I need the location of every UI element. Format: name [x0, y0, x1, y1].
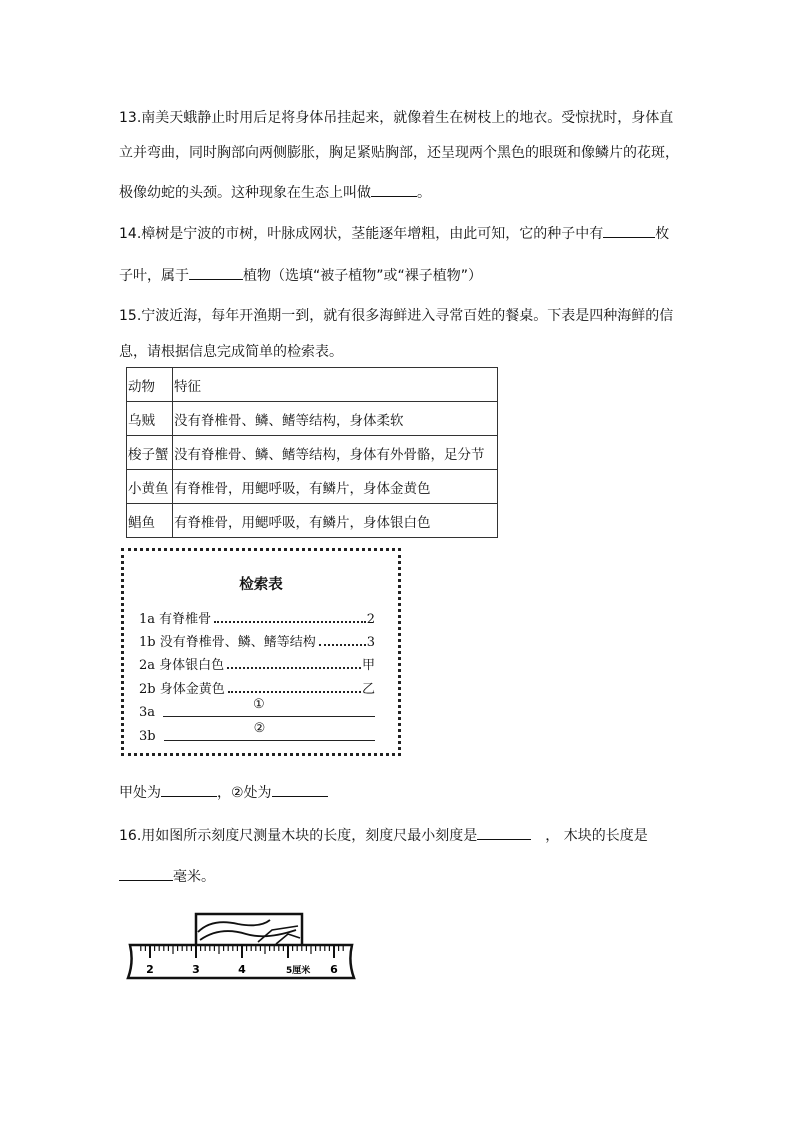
q14-line-1-text: 14.樟树是宁波的市树，叶脉成网状，茎能逐年增粗，由此可知，它的种子中有 — [119, 226, 604, 242]
q15-blank-2[interactable] — [272, 782, 328, 797]
ruler — [128, 945, 354, 978]
key-row-label: 3a — [139, 705, 156, 720]
q13-line-3-text: 极像幼蛇的头颈。这种现象在生态上叫做 — [119, 185, 371, 201]
q15-answer-b-text: ，②处为 — [217, 785, 272, 801]
key-row-label: 1b 没有脊椎骨、鳞、鳍等结构 — [139, 635, 316, 650]
table-cell-feature: 没有脊椎骨、鳞、鳍等结构，身体有外骨骼，足分节 — [173, 436, 498, 470]
dichotomous-key-box — [121, 548, 401, 756]
wood-block — [196, 914, 302, 946]
key-row-1a — [139, 609, 375, 627]
ruler-label-5cm: 5厘米 — [286, 966, 311, 976]
q16-line-1-end: ， 木块的长度是 — [545, 828, 648, 844]
q14-line-2-text: 子叶，属于 — [119, 268, 189, 284]
table-header-animal: 动物 — [127, 368, 173, 402]
key-row-label: 3b — [139, 729, 156, 744]
key-row-3a — [139, 697, 375, 720]
q15-line-2: 息，请根据信息完成简单的检索表。 — [119, 344, 343, 360]
key-answer-line-1[interactable] — [163, 697, 375, 717]
q14-blank-cotyledon-count[interactable] — [603, 223, 655, 238]
q14-blank-plant-type[interactable] — [189, 265, 243, 280]
ruler-label-2: 2 — [146, 963, 154, 976]
q15-answer-line — [119, 782, 328, 803]
key-row-label: 2a 身体银白色 — [139, 658, 225, 673]
q14-line-2 — [119, 265, 482, 286]
table-cell-animal: 梭子蟹 — [127, 436, 173, 470]
circled-number-2: ② — [253, 721, 266, 736]
key-row-2a — [139, 655, 375, 673]
q14-line-1 — [119, 223, 669, 244]
key-row-label: 1a 有脊椎骨 — [139, 612, 212, 627]
leader-dots — [228, 691, 361, 693]
key-answer-line-2[interactable] — [164, 721, 375, 741]
q16-blank-min-scale[interactable] — [477, 825, 531, 840]
ruler-label-3: 3 — [192, 963, 200, 976]
leader-dots — [227, 667, 361, 669]
key-row-result: 3 — [366, 635, 375, 650]
table-cell-animal: 乌贼 — [127, 402, 173, 436]
q16-line-1 — [119, 825, 648, 846]
table-row — [127, 436, 498, 470]
seafood-info-table — [126, 367, 498, 538]
q16-line-2 — [119, 866, 215, 887]
q16-blank-length[interactable] — [119, 866, 173, 881]
q15-line-1: 15.宁波近海，每年开渔期一到，就有很多海鲜进入寻常百姓的餐桌。下表是四种海鲜的信 — [119, 308, 674, 324]
q14-line-2-end: 植物（选填“被子植物”或“裸子植物”） — [243, 268, 483, 284]
q15-blank-jia[interactable] — [161, 782, 217, 797]
leader-dots — [319, 644, 366, 646]
key-row-result: 乙 — [361, 682, 375, 697]
key-row-result: 甲 — [361, 658, 375, 673]
key-row-1b — [139, 632, 375, 650]
table-cell-feature: 没有脊椎骨、鳞、鳍等结构，身体柔软 — [173, 402, 498, 436]
table-row — [127, 504, 498, 538]
table-cell-feature: 有脊椎骨，用鳃呼吸，有鳞片，身体金黄色 — [173, 470, 498, 504]
q13-line-3 — [119, 182, 431, 203]
q15-answer-a-text: 甲处为 — [119, 785, 161, 801]
key-title: 检索表 — [239, 576, 283, 593]
table-header-row — [127, 368, 498, 402]
circled-number-1: ① — [253, 697, 265, 712]
q13-line-1: 13.南美天蛾静止时用后足将身体吊挂起来，就像着生在树枝上的地衣。受惊扰时，身体直 — [119, 110, 674, 126]
table-row — [127, 470, 498, 504]
table-header-feature: 特征 — [173, 368, 498, 402]
ruler-label-4: 4 — [238, 963, 246, 976]
ruler-label-6: 6 — [330, 963, 338, 976]
q13-line-3-end: 。 — [417, 185, 431, 201]
table-cell-animal: 鲳鱼 — [127, 504, 173, 538]
ruler-with-wood-block-figure — [120, 912, 362, 982]
table-cell-feature: 有脊椎骨，用鳃呼吸，有鳞片，身体银白色 — [173, 504, 498, 538]
key-row-2b — [139, 679, 375, 697]
key-row-result: 2 — [366, 612, 375, 627]
key-row-3b — [139, 721, 375, 744]
table-row — [127, 402, 498, 436]
q16-line-1-text: 16.用如图所示刻度尺测量木块的长度，刻度尺最小刻度是 — [119, 828, 478, 844]
table-cell-animal: 小黄鱼 — [127, 470, 173, 504]
q14-line-1-end: 枚 — [655, 226, 670, 242]
q13-line-2: 立并弯曲，同时胸部向两侧膨胀，胸足紧贴胸部，还呈现两个黑色的眼斑和像鳞片的花斑， — [119, 145, 679, 161]
q16-line-2-end: 毫米。 — [173, 869, 215, 885]
leader-dots — [214, 621, 366, 623]
q13-answer-blank[interactable] — [371, 182, 417, 197]
key-row-label: 2b 身体金黄色 — [139, 682, 225, 697]
